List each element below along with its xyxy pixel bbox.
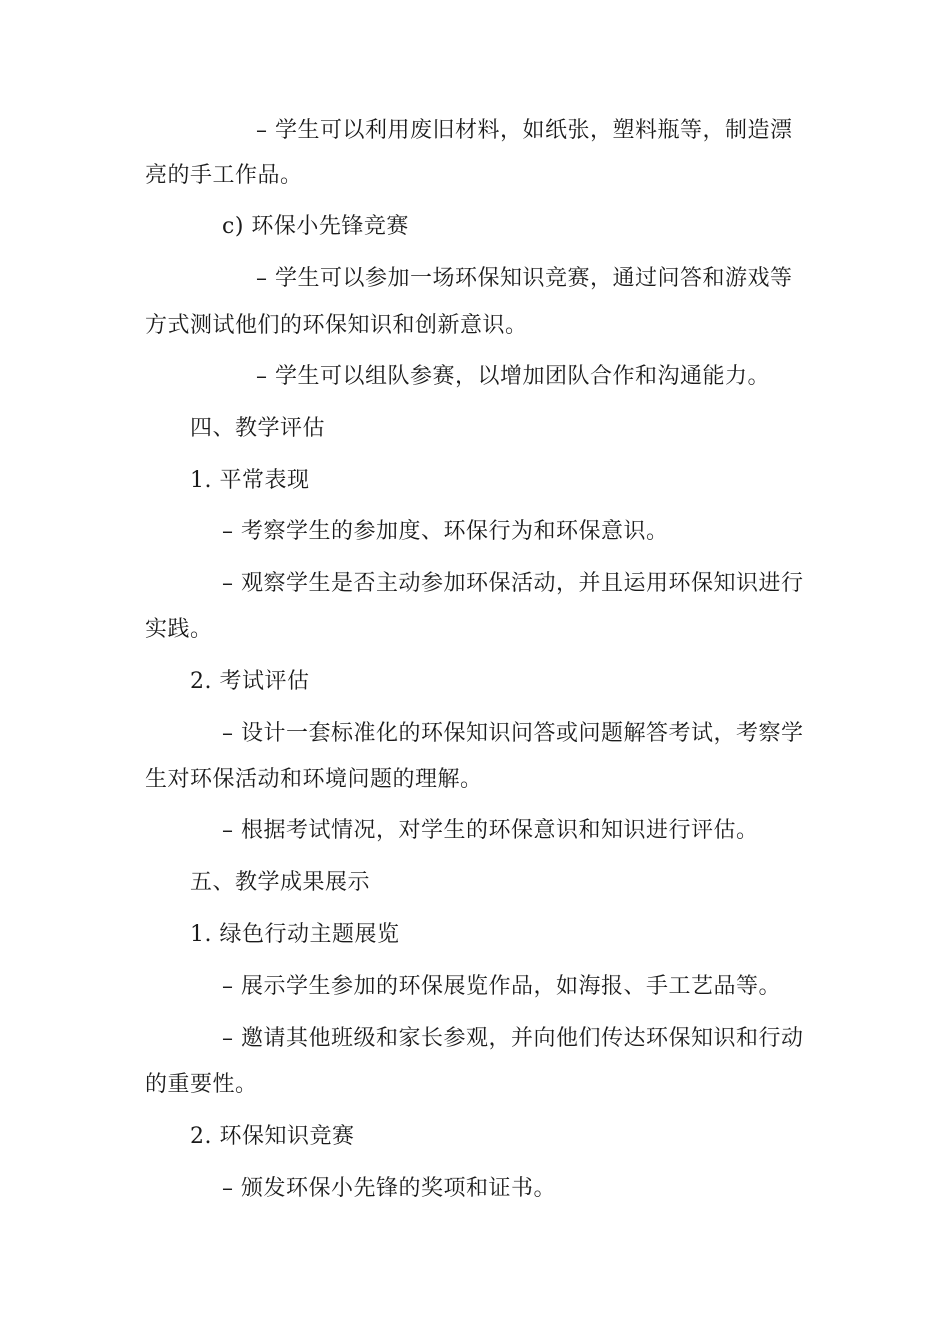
text-line-14: 的重要性。 xyxy=(145,1072,258,1097)
text-line-4: 方式测试他们的环保知识和创新意识。 xyxy=(145,313,528,338)
text-line-13: – 邀请其他班级和家长参观，并向他们传达环保知识和行动 xyxy=(222,1026,804,1051)
section-heading-4: 四、教学评估 xyxy=(190,416,326,441)
text-line-1: – 学生可以利用废旧材料，如纸张，塑料瓶等，制造漂 xyxy=(256,118,793,143)
text-line-11: – 根据考试情况，对学生的环保意识和知识进行评估。 xyxy=(222,818,759,843)
subsection-heading: c) 环保小先锋竞赛 xyxy=(222,214,409,239)
text-line-12: – 展示学生参加的环保展览作品，如海报、手工艺品等。 xyxy=(222,974,781,999)
text-line-3: – 学生可以参加一场环保知识竞赛，通过问答和游戏等 xyxy=(256,266,793,291)
item-heading: 1. 绿色行动主题展览 xyxy=(190,922,400,947)
text-line-15: – 颁发环保小先锋的奖项和证书。 xyxy=(222,1176,556,1201)
text-line-10: 生对环保活动和环境问题的理解。 xyxy=(145,767,483,792)
text-line-7: – 观察学生是否主动参加环保活动，并且运用环保知识进行 xyxy=(222,571,804,596)
text-line-8: 实践。 xyxy=(145,617,213,642)
item-heading: 1. 平常表现 xyxy=(190,468,310,493)
section-heading-5: 五、教学成果展示 xyxy=(190,870,371,895)
text-line-5: – 学生可以组队参赛，以增加团队合作和沟通能力。 xyxy=(256,364,770,389)
text-line-6: – 考察学生的参加度、环保行为和环保意识。 xyxy=(222,519,669,544)
item-heading: 2. 考试评估 xyxy=(190,669,310,694)
text-line-2: 亮的手工作品。 xyxy=(145,163,303,188)
text-line-9: – 设计一套标准化的环保知识问答或问题解答考试，考察学 xyxy=(222,721,804,746)
item-heading: 2. 环保知识竞赛 xyxy=(190,1124,355,1149)
